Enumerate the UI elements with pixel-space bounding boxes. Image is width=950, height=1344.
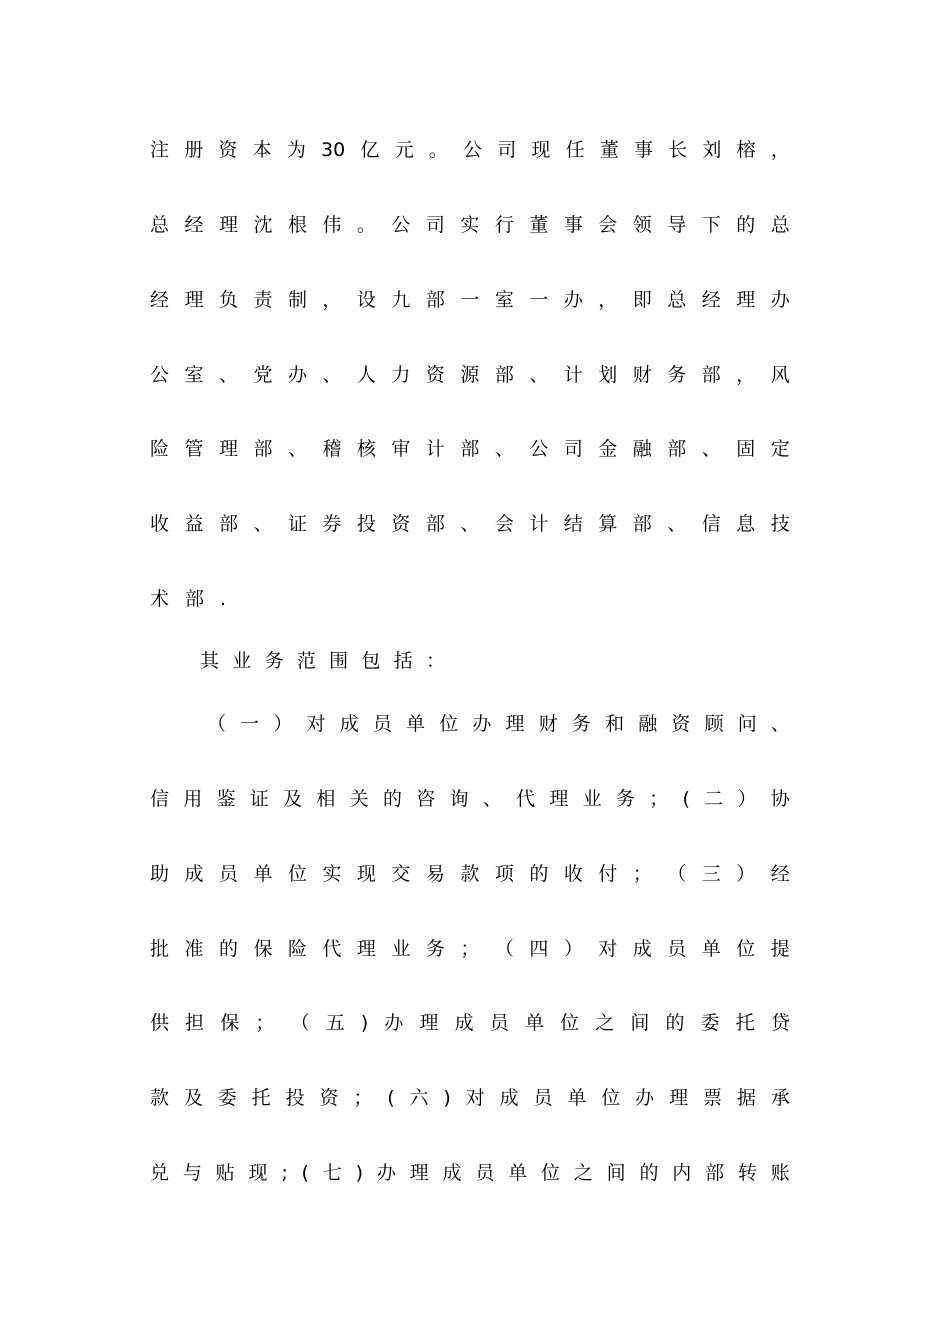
text-line-2: 总 经 理 沈 根 伟 。 公 司 实 行 董 事 会 领 导 下 的 总 <box>150 214 790 236</box>
text-line-5: 险 管 理 部 、 稽 核 审 计 部 、 公 司 金 融 部 、 固 定 <box>150 438 790 460</box>
text-line-15: 兑 与 贴 现 ; ( 七 ) 办 理 成 员 单 位 之 间 的 内 部 转 账 <box>150 1162 790 1184</box>
text-line-10: 信 用 鉴 证 及 相 关 的 咨 询 、 代 理 业 务 ； ( 二 ） 协 <box>150 788 790 810</box>
text-line-9: （ 一 ） 对 成 员 单 位 办 理 财 务 和 融 资 顾 问 、 <box>207 713 790 735</box>
text-line-12: 批 准 的 保 险 代 理 业 务 ； （ 四 ） 对 成 员 单 位 提 <box>150 938 790 960</box>
section-heading: 其 业 务 范 围 包 括 ： <box>200 650 445 672</box>
text-line-6: 收 益 部 、 证 券 投 资 部 、 会 计 结 算 部 、 信 息 技 <box>150 513 790 535</box>
text-line-11: 助 成 员 单 位 实 现 交 易 款 项 的 收 付 ； （ 三 ） 经 <box>150 863 790 885</box>
text-line-4: 公 室 、 党 办 、 人 力 资 源 部 、 计 划 财 务 部 ， 风 <box>150 364 790 386</box>
text-line-7: 术 部 . <box>150 588 227 610</box>
text-line-14: 款 及 委 托 投 资 ； ( 六 ) 对 成 员 单 位 办 理 票 据 承 <box>150 1087 790 1109</box>
text-line-3: 经 理 负 责 制 ， 设 九 部 一 室 一 办 ， 即 总 经 理 办 <box>150 289 790 311</box>
text-line-13: 供 担 保 ； （ 五 ) 办 理 成 员 单 位 之 间 的 委 托 贷 <box>150 1012 790 1034</box>
text-line-1: 注 册 资 本 为 30 亿 元 。 公 司 现 任 董 事 长 刘 榕 ， <box>150 139 790 161</box>
